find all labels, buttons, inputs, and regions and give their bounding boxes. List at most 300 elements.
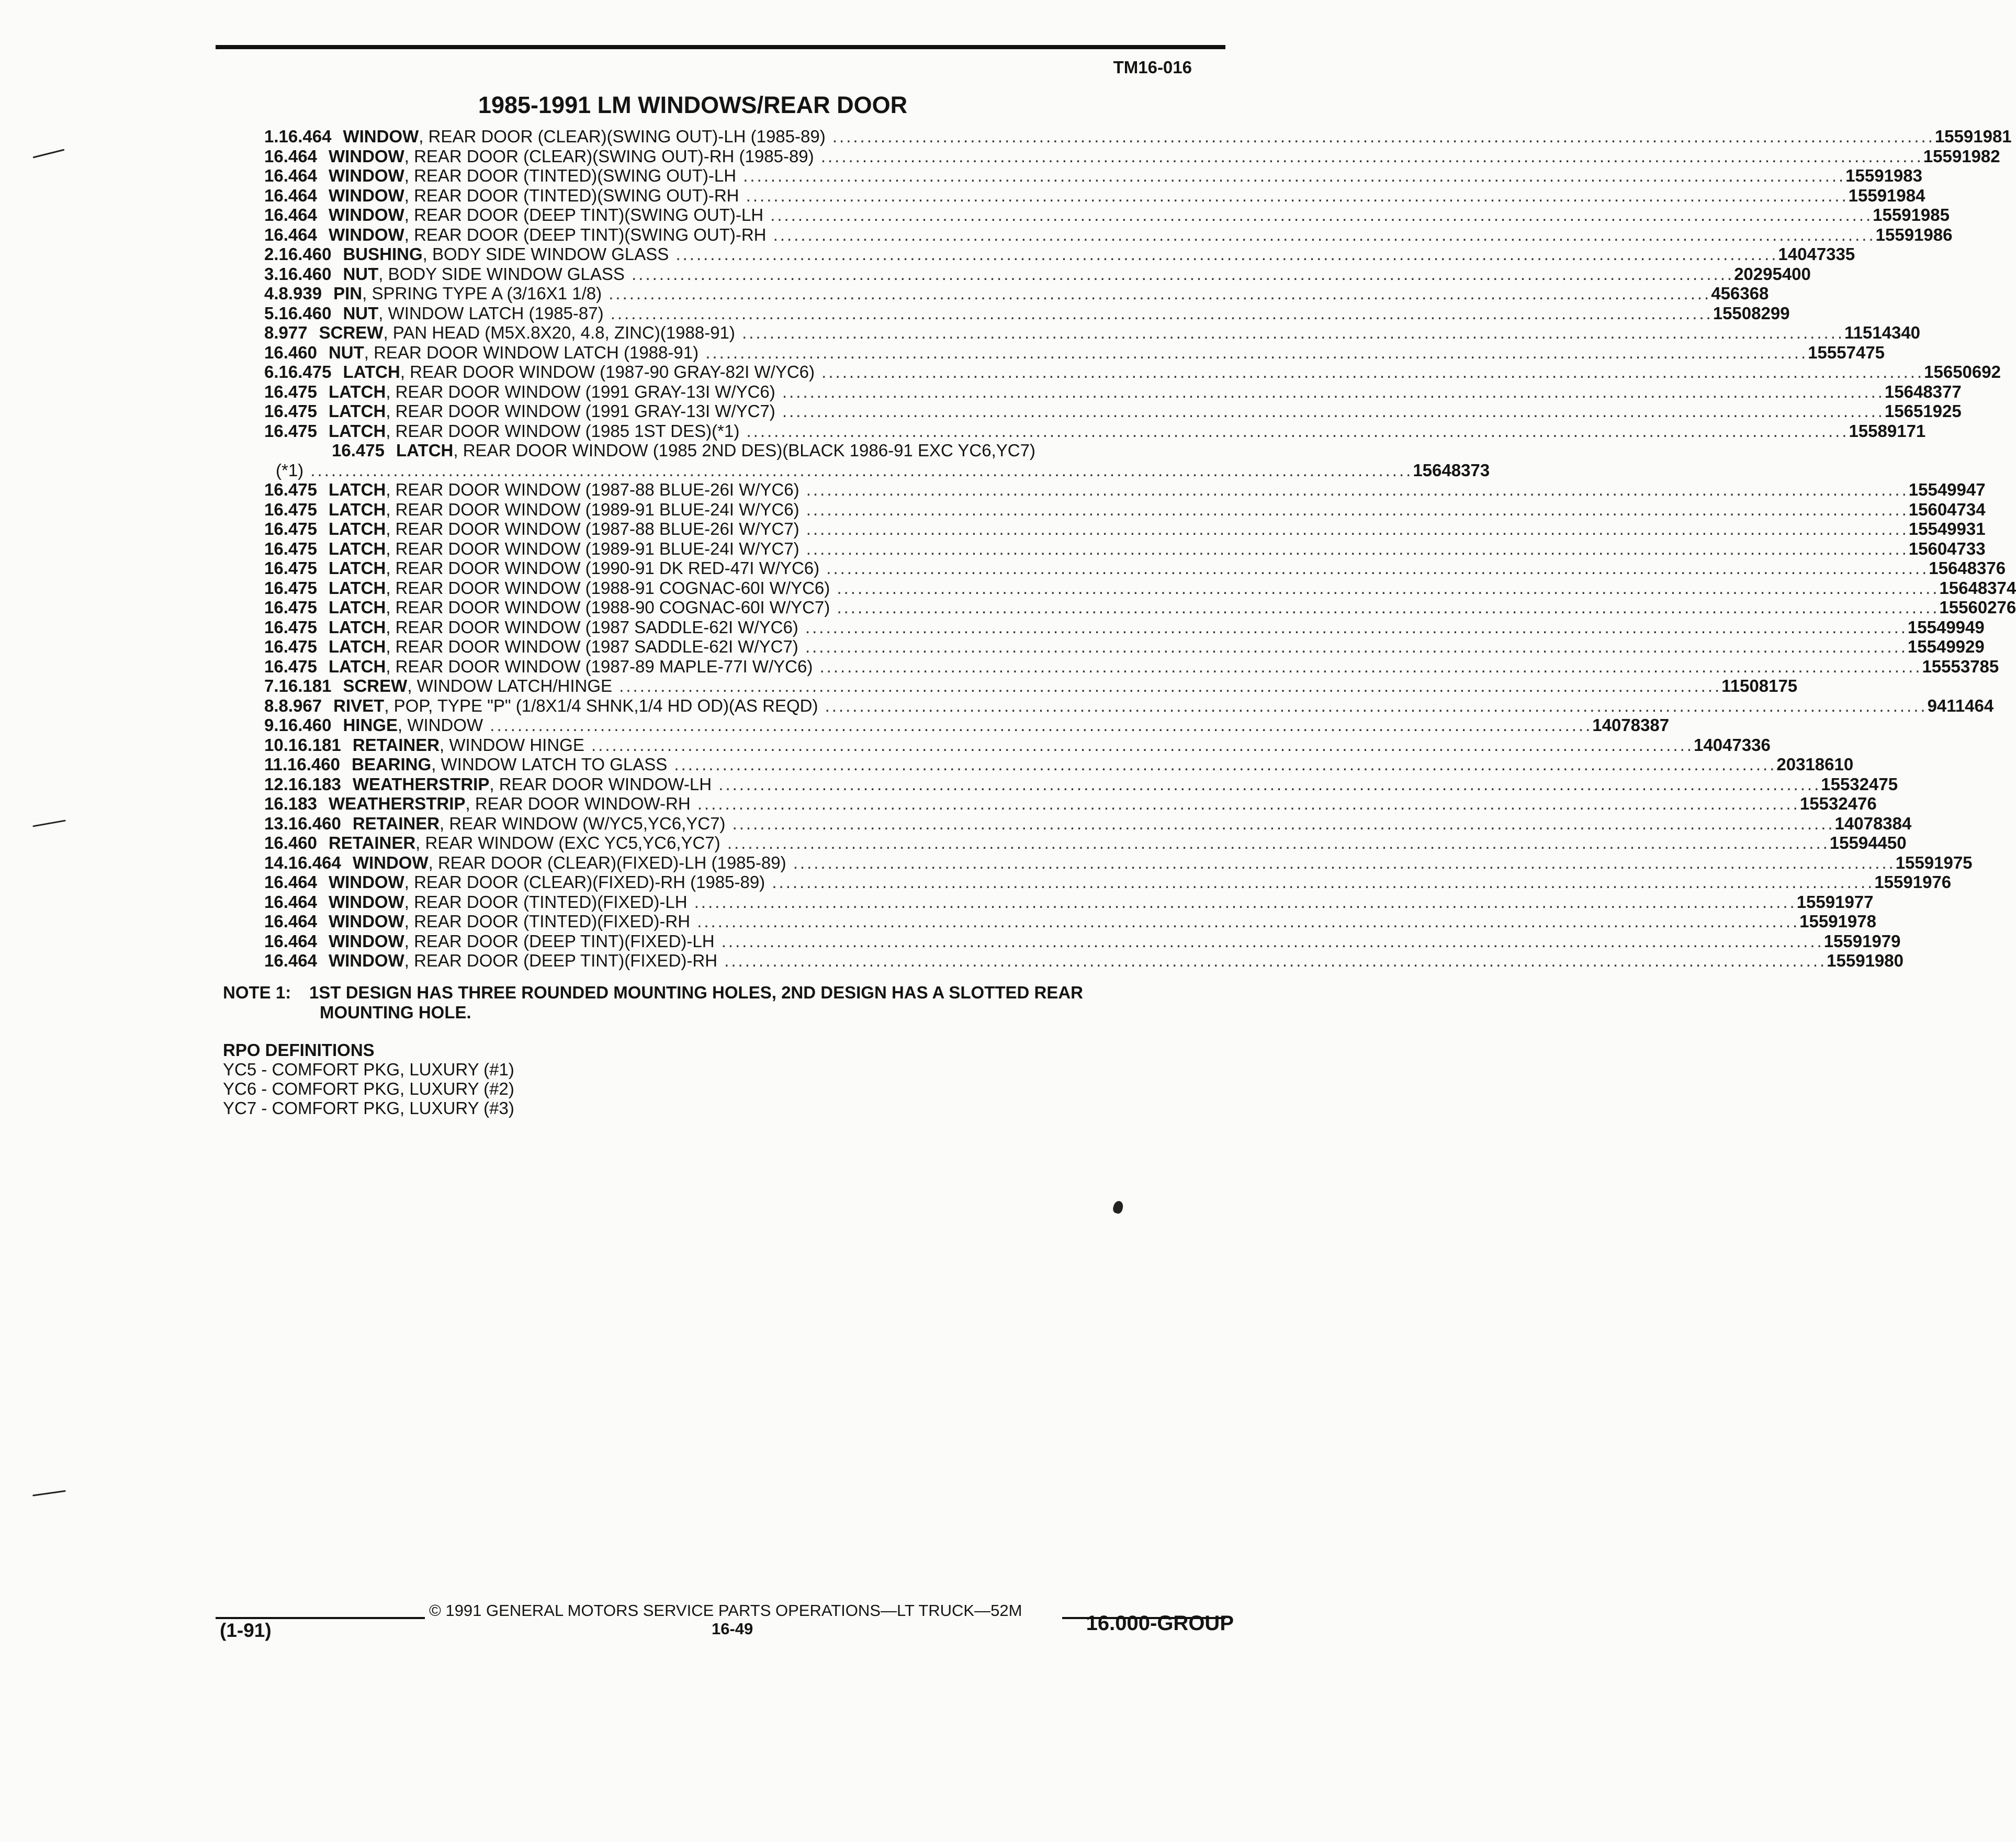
part-name: LATCH [328, 480, 386, 499]
dot-leader: ................................................................................................................................................................ [814, 146, 1923, 166]
part-name: SCREW [319, 323, 384, 342]
part-description [329, 578, 1939, 598]
footer-rule-left [216, 1617, 425, 1619]
part-detail: , REAR DOOR (DEEP TINT)(SWING OUT)-RH [404, 224, 767, 244]
part-detail: , REAR DOOR WINDOW LATCH (1988-91) [364, 342, 699, 362]
part-number: 15591984 [1848, 185, 1925, 205]
part-number: 15604733 [1908, 538, 1986, 558]
table-row [264, 244, 1855, 264]
dot-leader: ................................................................................................................................................................ [765, 872, 1875, 892]
part-detail: , REAR DOOR (CLEAR)(SWING OUT)-LH (1985-89) [419, 127, 826, 146]
part-description [329, 657, 1922, 676]
part-number: 15591980 [1827, 951, 1904, 970]
copyright-text: © 1991 GENERAL MOTORS SERVICE PARTS OPERATIONS—LT TRUCK—52M [429, 1601, 1022, 1620]
table-row [264, 617, 1985, 637]
ref-number: 1. [264, 127, 279, 146]
part-name: LATCH [328, 598, 386, 617]
part-detail: , REAR DOOR WINDOW (1987 SADDLE-62I W/YC7) [386, 637, 798, 656]
group-number: 16.475 [332, 441, 385, 460]
part-description [329, 147, 1923, 166]
part-number: 20295400 [1734, 264, 1811, 284]
table-row [264, 912, 1876, 931]
part-detail: , REAR DOOR (DEEP TINT)(FIXED)-RH [404, 951, 718, 970]
part-description [329, 931, 1824, 951]
part-number: 15591981 [1934, 127, 2012, 146]
part-number: 15648377 [1884, 381, 1962, 401]
part-description [329, 480, 1909, 499]
table-row [264, 284, 1769, 304]
table-row [264, 441, 1232, 460]
dot-leader: ................................................................................................................................................................ [819, 558, 1929, 578]
part-name: WINDOW [328, 872, 404, 892]
part-detail: , PAN HEAD (M5X.8X20, 4.8, ZINC)(1988-91) [383, 323, 735, 342]
table-row [264, 558, 2006, 578]
ref-number: 8. [264, 695, 279, 715]
dot-leader: ................................................................................................................................................................ [690, 912, 1800, 931]
part-number: 15648376 [1929, 558, 2006, 578]
table-row [264, 499, 1986, 520]
table-row [264, 127, 2012, 147]
part-detail: , REAR DOOR WINDOW (1991 GRAY-13I W/YC6) [386, 381, 775, 401]
part-detail: , BODY SIDE WINDOW GLASS [378, 264, 625, 284]
part-detail: , REAR DOOR WINDOW-RH [465, 794, 691, 813]
part-number: 15553785 [1922, 656, 1999, 676]
rpo-item: YC6 - COMFORT PKG, LUXURY (#2) [223, 1079, 514, 1098]
part-detail: , BODY SIDE WINDOW GLASS [422, 244, 669, 264]
part-name: WINDOW [328, 205, 404, 224]
part-number: 14047336 [1693, 735, 1771, 755]
group-label: 16.000-GROUP [1086, 1612, 1234, 1635]
group-number: 16.464 [264, 166, 317, 185]
group-number: 16.460 [278, 244, 332, 264]
part-name: LATCH [328, 519, 386, 538]
part-number: 15532475 [1821, 774, 1898, 794]
table-row [264, 813, 1912, 834]
part-number: 15591978 [1799, 912, 1876, 931]
ref-number: 4. [264, 284, 279, 303]
part-name: RETAINER [352, 813, 440, 833]
part-number: 14078384 [1834, 813, 1912, 833]
part-number: 15508299 [1713, 303, 1790, 323]
part-description [353, 853, 1896, 872]
table-row [264, 146, 2000, 166]
part-name: WEATHERSTRIP [328, 794, 466, 813]
dot-leader: ................................................................................................................................................................ [712, 774, 1821, 794]
part-name: LATCH [328, 656, 386, 676]
group-number: 16.475 [278, 362, 332, 381]
part-description [343, 362, 1924, 381]
part-detail: , REAR DOOR WINDOW (1987-88 BLUE-26I W/YC6) [386, 480, 799, 499]
part-description [343, 715, 1592, 735]
group-number: 16.181 [278, 676, 332, 695]
dot-leader: ................................................................................................................................................................ [717, 951, 1827, 970]
part-number: 15648374 [1939, 578, 2016, 598]
part-number: 14078387 [1592, 715, 1670, 735]
table-row [264, 656, 1999, 677]
note-label: NOTE 1: [223, 983, 291, 1002]
part-description [329, 382, 1885, 401]
part-description [343, 676, 1721, 695]
part-detail: , REAR WINDOW (W/YC5,YC6,YC7) [440, 813, 726, 833]
part-number: 456368 [1711, 284, 1769, 303]
part-description [329, 892, 1797, 912]
table-row [264, 205, 1950, 225]
part-number: 15549949 [1907, 617, 1985, 637]
dot-leader: ................................................................................................................................................................ [612, 676, 1722, 695]
part-description [396, 441, 1128, 460]
part-number: 15591986 [1875, 224, 1953, 244]
ref-number: 2. [264, 244, 279, 264]
group-number: 16.475 [264, 480, 317, 499]
group-number: 16.475 [264, 401, 317, 421]
part-number: 15557475 [1808, 342, 1885, 362]
part-description [343, 244, 1778, 264]
part-description [329, 401, 1885, 421]
group-number: 16.475 [264, 617, 317, 637]
part-name: LATCH [328, 499, 386, 519]
dot-leader: ................................................................................................................................................................ [735, 323, 1845, 342]
part-description [329, 872, 1874, 892]
dot-leader: ................................................................................................................................................................ [799, 480, 1909, 499]
dot-leader: ................................................................................................................................................................ [669, 244, 1778, 264]
group-number: 16.475 [264, 538, 317, 558]
dot-leader: ................................................................................................................................................................ [483, 715, 1593, 735]
part-detail: , POP, TYPE "P" (1/8X1/4 SHNK,1/4 HD OD)(AS REQD) [384, 695, 818, 715]
dot-leader: ................................................................................................................................................................ [799, 499, 1909, 519]
group-number: 16.475 [264, 637, 317, 656]
table-row [264, 676, 1798, 696]
group-number: 16.464 [264, 872, 317, 892]
part-number: 15549929 [1907, 637, 1985, 656]
table-row [264, 381, 1962, 402]
table-row [264, 578, 2016, 598]
part-name: WINDOW [328, 931, 404, 951]
page-number: 16-49 [712, 1620, 753, 1638]
ref-number: 6. [264, 362, 279, 381]
part-description [329, 500, 1909, 519]
part-name: LATCH [328, 578, 386, 598]
table-row [264, 637, 1985, 657]
parts-list [264, 127, 2016, 971]
table-row [264, 185, 1925, 206]
group-number: 8.977 [264, 323, 308, 342]
part-description [353, 735, 1694, 755]
part-description [329, 794, 1800, 813]
ref-number: 14. [264, 852, 288, 872]
dot-leader: ................................................................................................................................................................ [687, 892, 1797, 912]
dot-leader: ................................................................................................................................................................ [799, 538, 1909, 558]
dot-leader: ................................................................................................................................................................ [584, 735, 1694, 755]
part-name: HINGE [343, 715, 398, 735]
part-description [329, 225, 1876, 244]
part-number: 15591976 [1874, 872, 1952, 892]
dot-leader: ................................................................................................................................................................ [699, 342, 1808, 362]
part-name: RETAINER [328, 833, 416, 852]
part-detail: , SPRING TYPE A (3/16X1 1/8) [362, 284, 602, 303]
part-name: WINDOW [352, 852, 429, 872]
group-number: 16.464 [264, 892, 317, 912]
part-detail: , REAR DOOR (TINTED)(SWING OUT)-RH [404, 185, 739, 205]
table-row [264, 460, 1490, 480]
dot-leader: ................................................................................................................................................................ [830, 598, 1940, 617]
group-number: 16.460 [287, 755, 340, 774]
part-name: SCREW [343, 676, 408, 695]
part-description [353, 814, 1835, 833]
part-description [329, 951, 1827, 970]
group-number: 16.475 [264, 598, 317, 617]
group-number: 16.460 [264, 342, 317, 362]
part-detail: , REAR DOOR (DEEP TINT)(FIXED)-LH [404, 931, 715, 951]
table-row [264, 794, 1877, 814]
part-detail: , REAR DOOR (TINTED)(FIXED)-RH [404, 912, 691, 931]
group-number: 16.460 [288, 813, 341, 833]
group-number: 16.464 [264, 951, 317, 970]
dot-leader: ................................................................................................................................................................ [725, 813, 1835, 833]
part-description [329, 637, 1908, 656]
part-detail: , REAR DOOR (DEEP TINT)(SWING OUT)-LH [404, 205, 764, 224]
part-number: 14047335 [1778, 244, 1855, 264]
part-description [329, 166, 1845, 185]
scan-speck [1112, 1200, 1124, 1215]
part-detail: , REAR DOOR WINDOW (1990-91 DK RED-47I W/YC6) [386, 558, 820, 578]
table-row [264, 538, 1986, 559]
part-detail: , REAR WINDOW (EXC YC5,YC6,YC7) [415, 833, 720, 852]
table-row [264, 892, 1874, 912]
group-number: 16.475 [264, 519, 317, 538]
part-description [319, 323, 1844, 342]
part-number: 15549931 [1908, 519, 1986, 538]
group-number: 16.464 [264, 146, 317, 166]
part-number: 11514340 [1844, 323, 1921, 342]
note-text-line2: MOUNTING HOLE. [320, 1003, 471, 1022]
group-number: 16.183 [264, 794, 317, 813]
dot-leader: ................................................................................................................................................................ [786, 852, 1896, 872]
note-block [223, 983, 1165, 1023]
part-detail: , REAR DOOR WINDOW (1989-91 BLUE-24I W/YC7) [386, 538, 799, 558]
part-detail: , REAR DOOR WINDOW-LH [489, 774, 712, 794]
part-name: WINDOW [343, 127, 419, 146]
part-description [333, 696, 1927, 715]
dot-leader: ................................................................................................................................................................ [825, 127, 1935, 146]
part-detail: , REAR DOOR WINDOW (1991 GRAY-13I W/YC7) [386, 401, 775, 421]
dot-leader: ................................................................................................................................................................ [830, 578, 1940, 598]
part-name: RIVET [333, 695, 385, 715]
table-row [264, 323, 1921, 343]
part-description [329, 421, 1849, 441]
part-description [352, 755, 1776, 774]
table-row [264, 598, 2016, 617]
part-number: 15560276 [1939, 598, 2016, 617]
part-number: 15591983 [1845, 166, 1922, 185]
group-number: 16.183 [288, 774, 341, 794]
part-name: LATCH [328, 637, 386, 656]
part-number: 15589171 [1849, 421, 1926, 441]
part-name: NUT [343, 264, 379, 284]
part-description [329, 617, 1908, 637]
ref-number: 10. [264, 735, 288, 755]
dot-leader: ................................................................................................................................................................ [763, 205, 1873, 224]
part-detail: , WINDOW LATCH TO GLASS [431, 755, 668, 774]
part-description [329, 343, 1808, 362]
table-row [264, 931, 1901, 951]
binder-hole-mark [33, 149, 65, 159]
table-row [264, 695, 1994, 716]
dot-leader: ................................................................................................................................................................ [766, 224, 1876, 244]
part-name: LATCH [328, 421, 386, 441]
table-row [264, 951, 1904, 971]
page-title: 1985-1991 LM WINDOWS/REAR DOOR [478, 92, 908, 118]
group-number: 16.475 [264, 421, 317, 441]
table-row [264, 852, 1973, 873]
part-number: 15532476 [1799, 794, 1877, 813]
part-detail: , REAR DOOR WINDOW (1987-89 MAPLE-77I W/YC6) [386, 656, 813, 676]
part-detail: , REAR DOOR (TINTED)(SWING OUT)-LH [404, 166, 737, 185]
part-number: 15591977 [1796, 892, 1874, 912]
part-name: WINDOW [328, 146, 404, 166]
dot-leader: ................................................................................................................................................................ [303, 460, 1413, 480]
rpo-definitions [223, 1040, 514, 1118]
table-row [264, 224, 1953, 245]
part-name: BUSHING [343, 244, 423, 264]
group-number: 16.475 [264, 381, 317, 401]
part-detail: , REAR DOOR (CLEAR)(FIXED)-LH (1985-89) [428, 852, 786, 872]
dot-leader: ................................................................................................................................................................ [603, 303, 1713, 323]
part-name: LATCH [328, 401, 386, 421]
part-name: BEARING [352, 755, 432, 774]
table-row [264, 774, 1898, 794]
part-number: 15594450 [1829, 833, 1907, 852]
dot-leader: ................................................................................................................................................................ [602, 284, 1711, 303]
group-number: 16.460 [278, 303, 332, 323]
dot-leader: ................................................................................................................................................................ [815, 362, 1924, 381]
part-number: 15549947 [1908, 480, 1986, 499]
part-name: LATCH [343, 362, 400, 381]
table-row [264, 872, 1952, 892]
part-number: 15591975 [1895, 852, 1973, 872]
part-name: NUT [328, 342, 364, 362]
part-description [343, 127, 1934, 146]
part-number: 15604734 [1908, 499, 1986, 519]
group-number: 16.475 [264, 656, 317, 676]
group-number: 16.464 [278, 127, 332, 146]
dot-leader: ................................................................................................................................................................ [798, 617, 1908, 637]
dot-leader: ................................................................................................................................................................ [818, 695, 1928, 715]
group-number: 16.475 [264, 578, 317, 598]
part-description [329, 186, 1849, 205]
group-number: 16.475 [264, 499, 317, 519]
group-number: 8.967 [278, 695, 322, 715]
dot-leader: ................................................................................................................................................................ [775, 381, 1885, 401]
table-row [264, 480, 1986, 500]
group-number: 16.475 [264, 558, 317, 578]
part-detail: , WINDOW LATCH/HINGE [407, 676, 613, 695]
part-description [329, 519, 1909, 538]
group-number: 16.464 [264, 224, 317, 244]
part-name: LATCH [328, 558, 386, 578]
part-name: PIN [333, 284, 363, 303]
ref-number: 5. [264, 303, 279, 323]
dot-leader: ................................................................................................................................................................ [720, 833, 1830, 852]
part-number: 9411464 [1927, 695, 1994, 715]
dot-leader: ................................................................................................................................................................ [736, 166, 1846, 185]
group-number: 8.939 [278, 284, 322, 303]
table-row [264, 735, 1771, 755]
table-row [264, 833, 1907, 853]
part-detail: , REAR DOOR WINDOW (1989-91 BLUE-24I W/YC6) [386, 499, 799, 519]
part-detail: , REAR DOOR WINDOW (1988-91 COGNAC-60I W/YC6) [386, 578, 830, 598]
part-detail: , REAR DOOR WINDOW (1987-90 GRAY-82I W/YC6) [400, 362, 815, 381]
ref-number: 11. [264, 755, 288, 774]
table-row [264, 303, 1790, 323]
group-number: 16.460 [278, 264, 332, 284]
part-description [276, 460, 1413, 480]
part-detail: , REAR DOOR WINDOW (1987-88 BLUE-26I W/YC7) [386, 519, 799, 538]
binder-hole-mark [32, 1490, 66, 1497]
part-name: LATCH [328, 381, 386, 401]
part-detail: (*1) [276, 460, 304, 480]
table-row [264, 166, 1922, 186]
part-name: WINDOW [328, 912, 404, 931]
part-name: LATCH [328, 538, 386, 558]
part-number: 15648373 [1413, 460, 1490, 480]
part-detail: , REAR DOOR (TINTED)(FIXED)-LH [404, 892, 688, 912]
part-name: WINDOW [328, 166, 404, 185]
ref-number: 7. [264, 676, 279, 695]
rpo-item: YC5 - COMFORT PKG, LUXURY (#1) [223, 1060, 514, 1079]
part-number: 15591985 [1873, 205, 1950, 224]
note-text-line1: 1ST DESIGN HAS THREE ROUNDED MOUNTING HOLES, 2ND DESIGN HAS A SLOTTED REAR [309, 983, 1084, 1002]
table-row [264, 342, 1885, 363]
ref-number: 12. [264, 774, 288, 794]
part-description [329, 558, 1929, 578]
part-description [343, 304, 1713, 323]
part-name: WINDOW [328, 892, 404, 912]
dot-leader: ................................................................................................................................................................ [714, 931, 1824, 951]
part-name: WINDOW [328, 951, 404, 970]
rpo-heading: RPO DEFINITIONS [223, 1040, 375, 1060]
ref-number: 3. [264, 264, 279, 284]
part-detail: , REAR DOOR (CLEAR)(FIXED)-RH (1985-89) [404, 872, 765, 892]
dot-leader: ................................................................................................................................................................ [739, 421, 1849, 441]
table-row [264, 401, 1962, 421]
table-row [264, 715, 1670, 735]
dot-leader: ................................................................................................................................................................ [798, 637, 1908, 656]
part-number: 15651925 [1884, 401, 1962, 421]
group-number: 16.460 [264, 833, 317, 852]
part-detail: , REAR DOOR WINDOW (1988-90 COGNAC-60I W/YC7) [386, 598, 830, 617]
part-number: 15591979 [1823, 931, 1901, 951]
table-row [264, 264, 1811, 284]
part-description [329, 912, 1799, 931]
group-number: 16.464 [288, 852, 341, 872]
part-name: WINDOW [328, 185, 404, 205]
dot-leader: ................................................................................................................................................................ [799, 519, 1909, 538]
part-number: 20318610 [1776, 755, 1854, 774]
group-number: 16.464 [264, 931, 317, 951]
dot-leader: ................................................................................................................................................................ [667, 755, 1777, 774]
part-description [343, 264, 1734, 284]
dot-leader: ................................................................................................................................................................ [813, 656, 1922, 676]
group-number: 16.464 [264, 912, 317, 931]
table-row [264, 362, 2001, 382]
group-number: 16.464 [264, 185, 317, 205]
document-code: TM16-016 [1113, 58, 1192, 77]
table-row [264, 519, 1986, 539]
part-description [329, 833, 1830, 852]
part-name: NUT [343, 303, 379, 323]
dot-leader: ................................................................................................................................................................ [690, 794, 1800, 813]
part-name: WEATHERSTRIP [352, 774, 490, 794]
